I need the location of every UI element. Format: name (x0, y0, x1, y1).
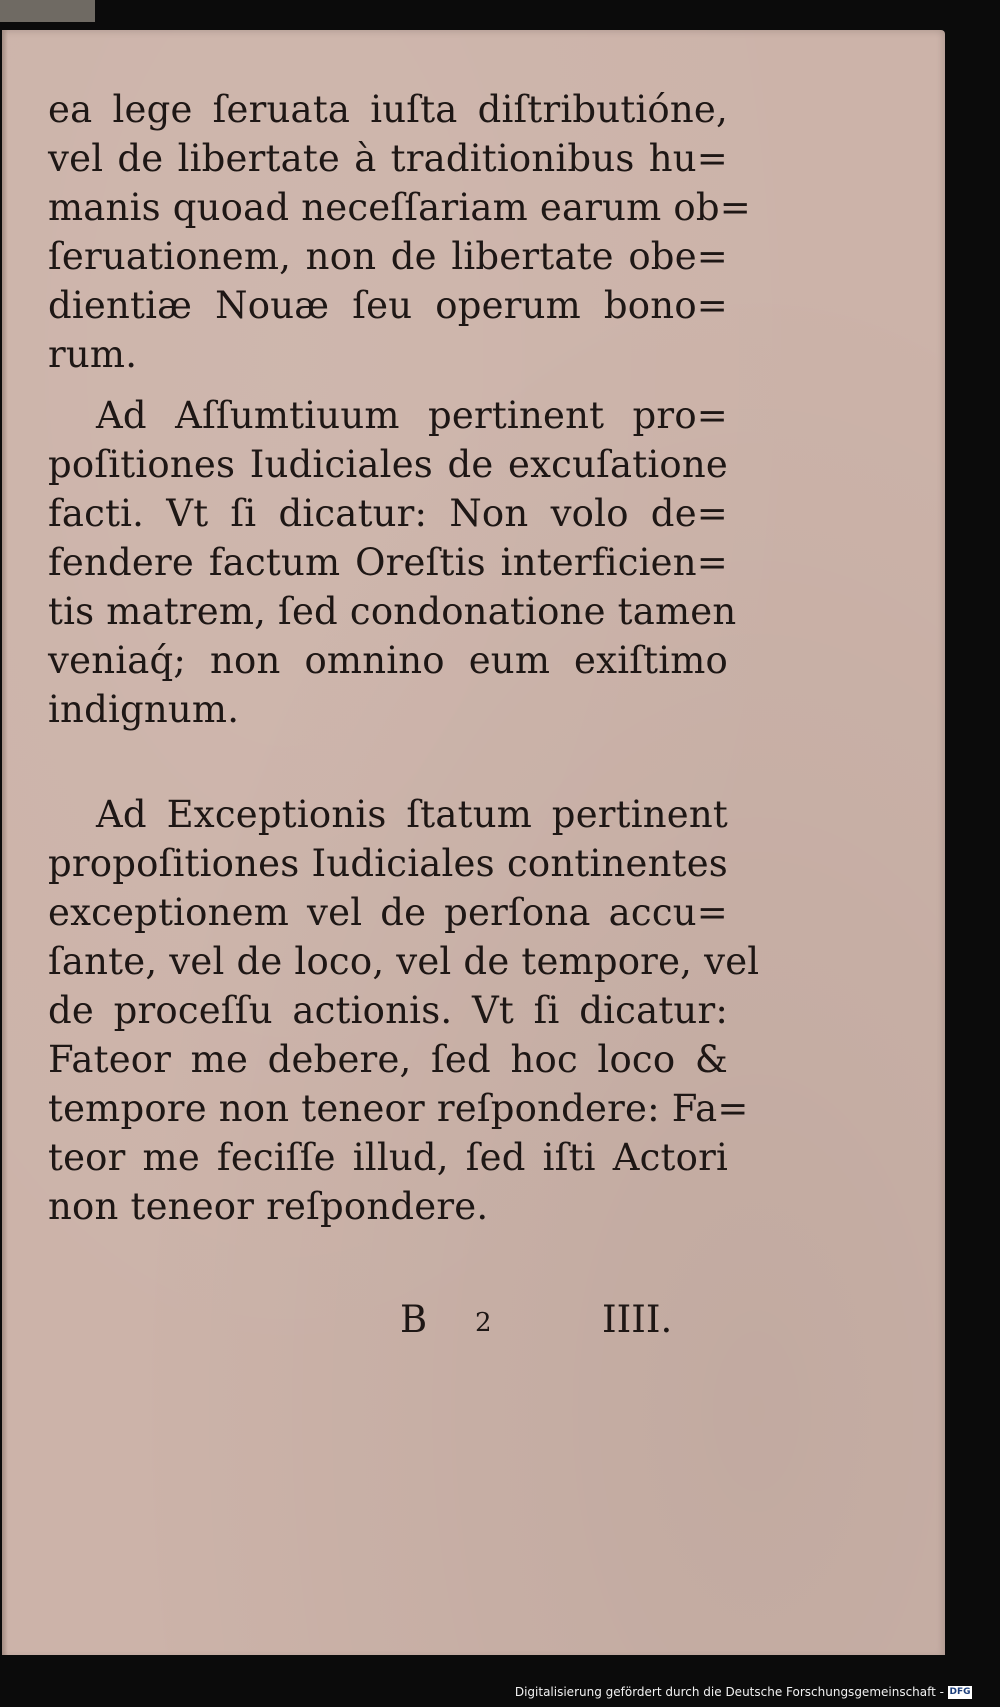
text-line: veniaq́; non omnino eum exiſtimo (48, 639, 728, 682)
credit-text: Digitalisierung gefördert durch die Deutsche Forschungsgemeinschaft - (514, 1685, 944, 1699)
text-line: ſeruationem, non de libertate obe= (48, 235, 728, 278)
text-line: Ad Aſſumtiuum pertinent pro= (96, 394, 728, 437)
text-line: tis matrem, ſed condonatione tamen (48, 590, 737, 633)
text-line: poſitiones Iudiciales de excuſatione (48, 443, 728, 486)
text-line: de proceſſu actionis. Vt ſi dicatur: (48, 989, 728, 1032)
text-line: Ad Exceptionis ſtatum pertinent (96, 793, 728, 836)
folio-number: IIII. (602, 1298, 673, 1341)
paragraph-exceptionis (48, 790, 760, 1231)
scan-top-strip (0, 0, 95, 22)
text-line: vel de libertate à traditionibus hu= (48, 137, 728, 180)
text-line: rum. (48, 333, 138, 376)
text-line: manis quoad neceſſariam earum ob= (48, 186, 751, 229)
paragraph-continuation (48, 85, 751, 379)
text-line: exceptionem vel de perſona accu= (48, 891, 728, 934)
text-line: propoſitiones Iudiciales continentes (48, 842, 728, 885)
text-line: fendere factum Oreſtis interficien= (48, 541, 728, 584)
text-line: tempore non teneor reſpondere: Fa= (48, 1087, 749, 1130)
text-line: indignum. (48, 688, 240, 731)
digitization-credit (515, 1685, 972, 1699)
page-gutter-shadow (2, 30, 8, 1655)
text-line: ea lege ſeruata iuſta diſtributióne, (48, 88, 728, 131)
text-line: facti. Vt ſi dicatur: Non volo de= (48, 492, 728, 535)
signature-letter: B (400, 1298, 428, 1341)
signature-mark (400, 1298, 720, 1348)
paragraph-assumtiuum (48, 391, 737, 734)
text-line: non teneor reſpondere. (48, 1185, 489, 1228)
dfg-logo: DFG (949, 1686, 971, 1697)
text-line: dientiæ Nouæ ſeu operum bono= (48, 284, 728, 327)
text-line: teor me feciſſe illud, ſed iſti Actori (48, 1136, 728, 1179)
text-line: Fateor me debere, ſed hoc loco & (48, 1038, 728, 1081)
signature-number: 2 (475, 1308, 492, 1338)
text-line: ſante, vel de loco, vel de tempore, vel (48, 940, 760, 983)
